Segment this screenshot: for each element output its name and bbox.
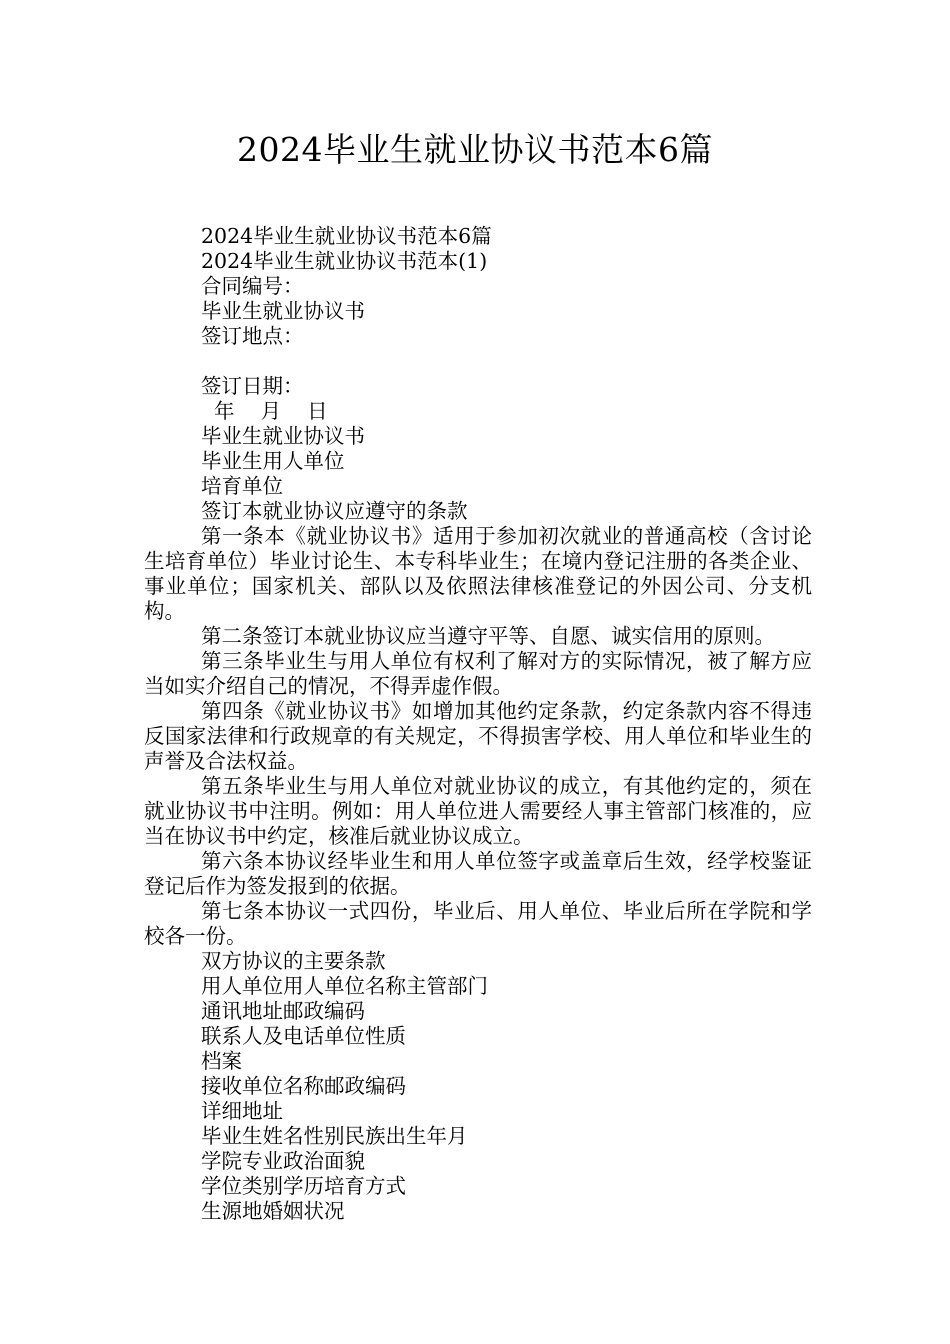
article-1: 第一条本《就业协议书》适用于参加初次就业的普通高校（含讨论生培育单位）毕业讨论生、本专科毕业生；在境内登记注册的各类企业、事业单位；国家机关、部队以及依照法律核准登记的外因公司、分支机构。 [144,524,812,623]
employer-fields: 用人单位用人单位名称主管部门 [201,974,488,998]
article-6: 第六条本协议经毕业生和用人单位签字或盖章后生效，经学校鉴证登记后作为签发报到的依据。 [144,849,812,898]
subtitle: 2024毕业生就业协议书范本6篇 [201,224,492,248]
receiving-unit-fields: 接收单位名称邮政编码 [201,1074,406,1098]
graduate-info-fields: 毕业生姓名性别民族出生年月 [201,1124,468,1148]
sign-place-label: 签订地点： [201,324,304,348]
sign-date-label: 签订日期： [201,374,304,398]
agreement-name: 毕业生就业协议书 [201,299,365,323]
contact-fields: 联系人及电话单位性质 [201,1024,406,1048]
detailed-address-label: 详细地址 [201,1099,283,1123]
section-heading: 2024毕业生就业协议书范本(1) [201,249,488,273]
school-major-fields: 学院专业政治面貌 [201,1149,365,1173]
blank-line [144,349,812,374]
degree-fields: 学位类别学历培育方式 [201,1174,406,1198]
article-3: 第三条毕业生与用人单位有权利了解对方的实际情况，被了解方应当如实介绍自己的情况，不得弄虚作假。 [144,649,812,698]
date-fields: 年 月 日 [214,399,328,423]
agreement-name-2: 毕业生就业协议书 [201,424,365,448]
article-4: 第四条《就业协议书》如增加其他约定条款，约定条款内容不得违反国家法律和行政规章的有关规定，不得损害学校、用人单位和毕业生的声誉及合法权益。 [144,699,812,773]
article-2: 第二条签订本就业协议应当遵守平等、自愿、诚实信用的原则。 [201,624,775,648]
archive-label: 档案 [201,1049,242,1073]
terms-heading: 签订本就业协议应遵守的条款 [201,499,468,523]
main-terms-heading: 双方协议的主要条款 [201,949,386,973]
training-unit-label: 培育单位 [201,474,283,498]
origin-marital-fields: 生源地婚姻状况 [201,1199,345,1223]
contract-number-label: 合同编号： [201,274,304,298]
article-7: 第七条本协议一式四份，毕业后、用人单位、毕业后所在学院和学校各一份。 [144,899,812,948]
document-body [144,224,812,1224]
article-5: 第五条毕业生与用人单位对就业协议的成立，有其他约定的，须在就业协议书中注明。例如：用人单位进人需要经人事主管部门核准的，应当在协议书中约定，核准后就业协议成立。 [144,774,812,848]
address-fields: 通讯地址邮政编码 [201,999,365,1023]
graduate-employer-label: 毕业生用人单位 [201,449,345,473]
document-title: 2024毕业生就业协议书范本6篇 [237,130,713,169]
